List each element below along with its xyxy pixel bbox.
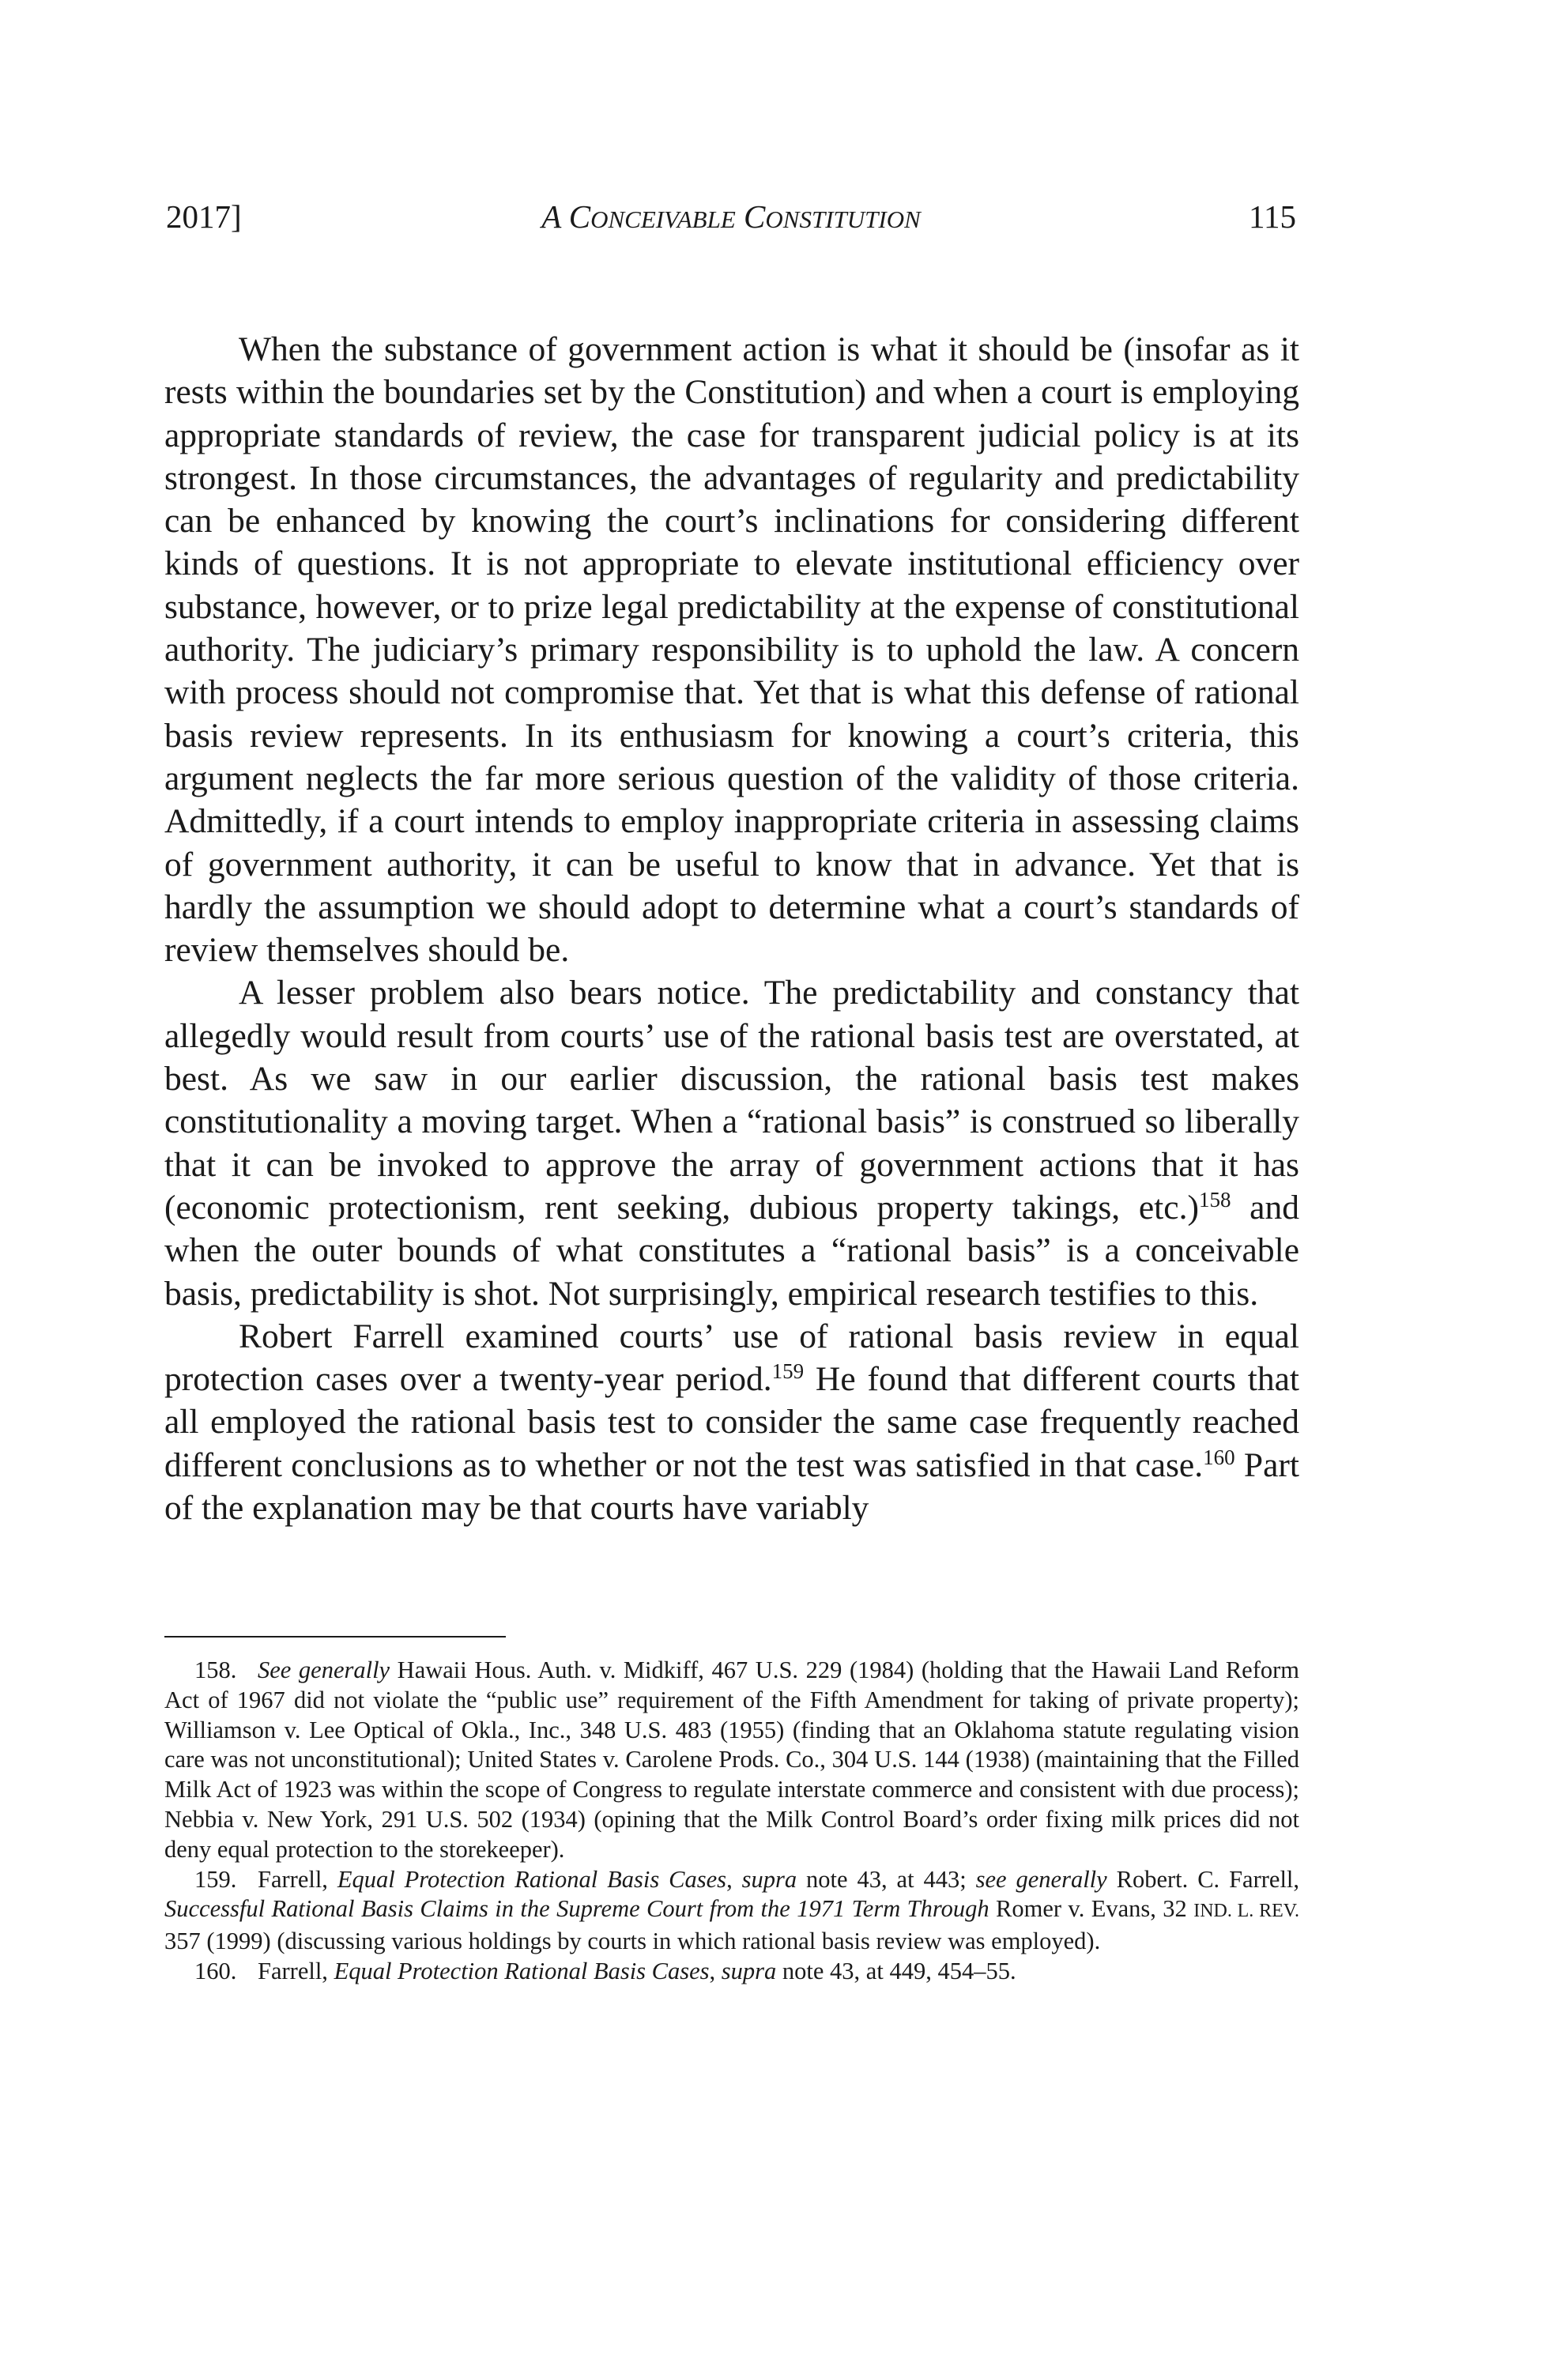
footnote-ref-159[interactable]: 159 <box>771 1359 805 1384</box>
header-year: 2017] <box>166 198 242 235</box>
footnote-159: 159. Farrell, Equal Protection Rational Basis Cases, supra note 43, at 443; see generally Robert. C. Farrell, Successful Rational Basis Claims in the Supreme Court from the 1971 Term Through Romer v. Evans, 32 IND. L. REV. 357 (1999) (discussing various holdings by courts in which rational basis review was employed). <box>164 1865 1300 1955</box>
header-title: A CONCEIVABLE CONSTITUTION <box>541 198 921 235</box>
footnote-number: 158. <box>194 1656 237 1683</box>
paragraph-1: When the substance of government action is what it should be (insofar as it rests within the boundaries set by the Constitution) and when a court is employing appropriate standards of review, the case for transparent judicial policy is at its strongest. In those circumstances, the advantages of regularity and predictability can be enhanced by knowing the court’s inclinations for considering different kinds of questions. It is not appropriate to elevate institutional efficiency over substance, however, or to prize legal predictability at the expense of constitutional authority. The judiciary’s primary responsibility is to uphold the law. A concern with process should not compromise that. Yet that is what this defense of rational basis review represents. In its enthusiasm for knowing a court’s criteria, this argument neglects the far more serious question of the validity of those criteria. Admittedly, if a court intends to employ inappropriate criteria in assessing claims of government authority, it can be useful to know that in advance. Yet that is hardly the assumption we should adopt to determine what a court’s standards of review themselves should be. <box>164 330 1299 970</box>
footnote-number: 159. <box>194 1865 237 1893</box>
footnote-160: 160. Farrell, Equal Protection Rational Basis Cases, supra note 43, at 449, 454–55. <box>164 1957 1299 1987</box>
footnotes <box>164 1656 1299 1987</box>
footnote-ref-158[interactable]: 158 <box>1198 1187 1231 1212</box>
running-header <box>166 198 1296 245</box>
page-number: 115 <box>1249 198 1296 235</box>
paragraph-3: Robert Farrell examined courts’ use of rational basis review in equal protection cases over a twenty-year period.$^{159}$ He found that different courts that all employed the rational basis test to consider the same case frequently reached different conclusions as to whether or not the test was satisfied in that case.$^{160}$ Part of the explanation may be that courts have variably <box>164 1317 1299 1528</box>
paragraph-2: A lesser problem also bears notice. The predictability and constancy that allegedly would result from courts’ use of the rational basis test are overstated, at best. As we saw in our earlier discussion, the rational basis test makes constitutionality a moving target. When a “rational basis” is construed so liberally that it can be invoked to approve the array of government actions that it has (economic protectionism, rent seeking, dubious property takings, etc.)$^{158}$ and when the outer bounds of what constitutes a “rational basis” is a conceivable basis, predictability is shot. Not surprisingly, empirical research testifies to this. <box>164 974 1299 1313</box>
footnote-ref-160[interactable]: 160 <box>1203 1445 1235 1469</box>
footnote-158: 158. See generally Hawaii Hous. Auth. v. Midkiff, 467 U.S. 229 (1984) (holding that the Hawaii Land Reform Act of 1967 did not violate the “public use” requirement of the Fifth Amendment for taking of private property); Williamson v. Lee Optical of Okla., Inc., 348 U.S. 483 (1955) (finding that an Oklahoma statute regulating vision care was not unconstitutional); United States v. Carolene Prods. Co., 304 U.S. 144 (1938) (maintaining that the Filled Milk Act of 1923 was within the scope of Congress to regulate interstate commerce and consistent with due process); Nebbia v. New York, 291 U.S. 502 (1934) (opining that the Milk Control Board’s order fixing milk prices did not deny equal protection to the storekeeper). <box>164 1656 1299 1863</box>
footnote-divider <box>164 1636 506 1638</box>
footnote-number: 160. <box>194 1957 237 1984</box>
main-text <box>164 328 1299 1529</box>
